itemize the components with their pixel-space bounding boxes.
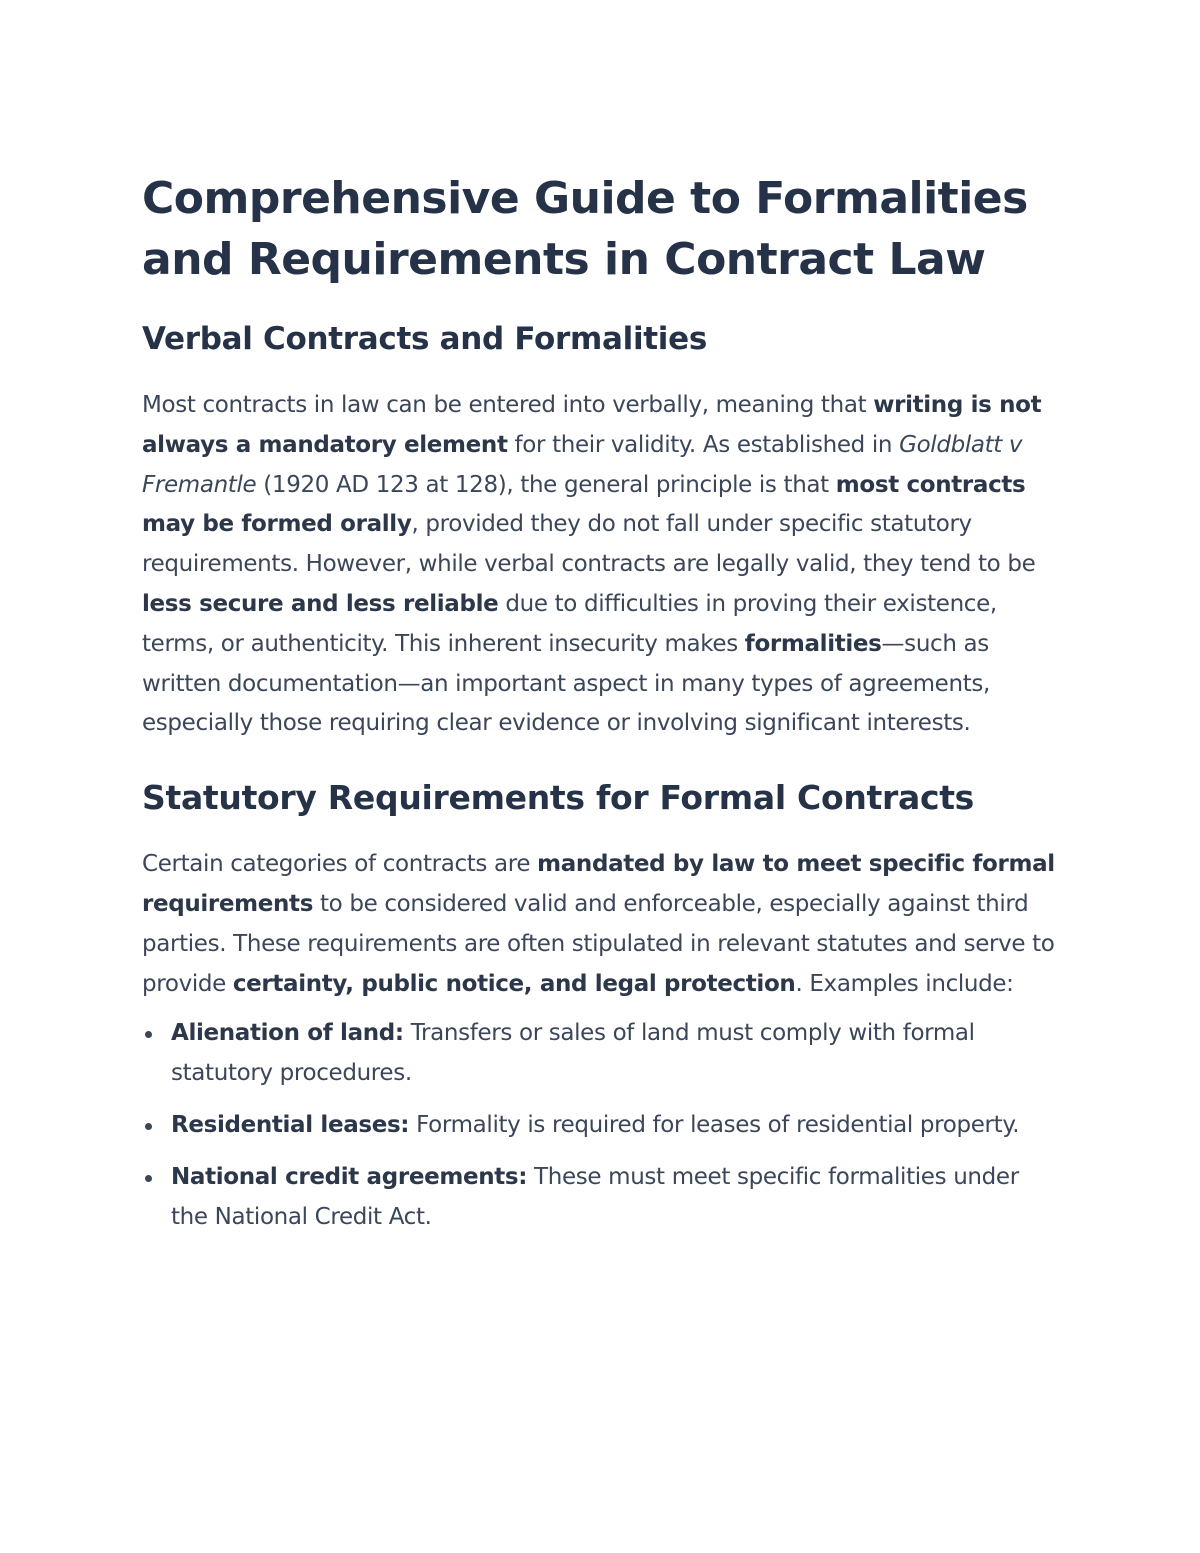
bold-phrase: mandated by law to meet specific formal requirements — [142, 851, 1055, 917]
list-item-text: These must meet specific formalities under the National Credit Act. — [171, 1163, 1019, 1230]
list-item — [142, 1014, 1062, 1094]
statutory-requirements-paragraph — [142, 845, 1062, 1004]
text-run: —such as written documentation—an important aspect in many types of agreements, especially those requiring clear evidence or involving significant interests. — [142, 630, 990, 737]
text-run: Most contracts in law can be entered into verbally, meaning that — [142, 392, 874, 418]
bold-phrase: certainty, public notice, and legal protection — [232, 970, 796, 997]
verbal-contracts-paragraph — [142, 386, 1062, 744]
bullet-dot-icon — [145, 1031, 152, 1038]
document-title: Comprehensive Guide to Formalities and Requirements in Contract Law — [142, 173, 1028, 285]
text-run: due to difficulties in proving their existence, terms, or authenticity. This inherent insecurity makes — [142, 590, 997, 657]
bold-phrase: most contracts may be formed orally — [142, 471, 1026, 538]
text-run: , provided they do not fall under specific statutory requirements. However, while verbal contracts are legally valid, they tend to be — [142, 511, 1036, 578]
text-run: . Examples include: — [795, 970, 1014, 997]
text-run: for their validity. As established in — [507, 431, 900, 458]
list-item-term: Alienation of land: — [171, 1020, 404, 1047]
bullet-dot-icon — [145, 1175, 152, 1182]
bold-phrase: less secure and less reliable — [142, 590, 499, 617]
bold-phrase: formalities — [744, 630, 882, 657]
text-run: to be considered valid and enforceable, especially against third parties. These requirements are often stipulated in relevant statutes and serve to provide — [142, 890, 1055, 997]
list-item-term: Residential leases: — [171, 1111, 410, 1138]
case-citation: Goldblatt v Fremantle — [142, 431, 1023, 498]
text-run: Certain categories of contracts are — [142, 851, 538, 878]
list-item — [142, 1158, 1062, 1238]
list-item-text: Formality is required for leases of residential property. — [409, 1111, 1020, 1138]
list-item — [142, 1106, 1062, 1146]
section-heading-statutory-requirements: Statutory Requirements for Formal Contracts — [142, 778, 975, 818]
bullet-dot-icon — [145, 1123, 152, 1130]
section-heading-verbal-contracts: Verbal Contracts and Formalities — [142, 321, 707, 357]
requirements-bullet-list — [142, 1014, 1062, 1237]
document-page — [142, 168, 1062, 1249]
text-run: (1920 AD 123 at 128), the general principle is that — [256, 471, 836, 498]
list-item-term: National credit agreements: — [171, 1163, 528, 1190]
list-item-text: Transfers or sales of land must comply with formal statutory procedures. — [171, 1020, 975, 1087]
bold-phrase: writing is not always a mandatory element — [142, 392, 1042, 458]
